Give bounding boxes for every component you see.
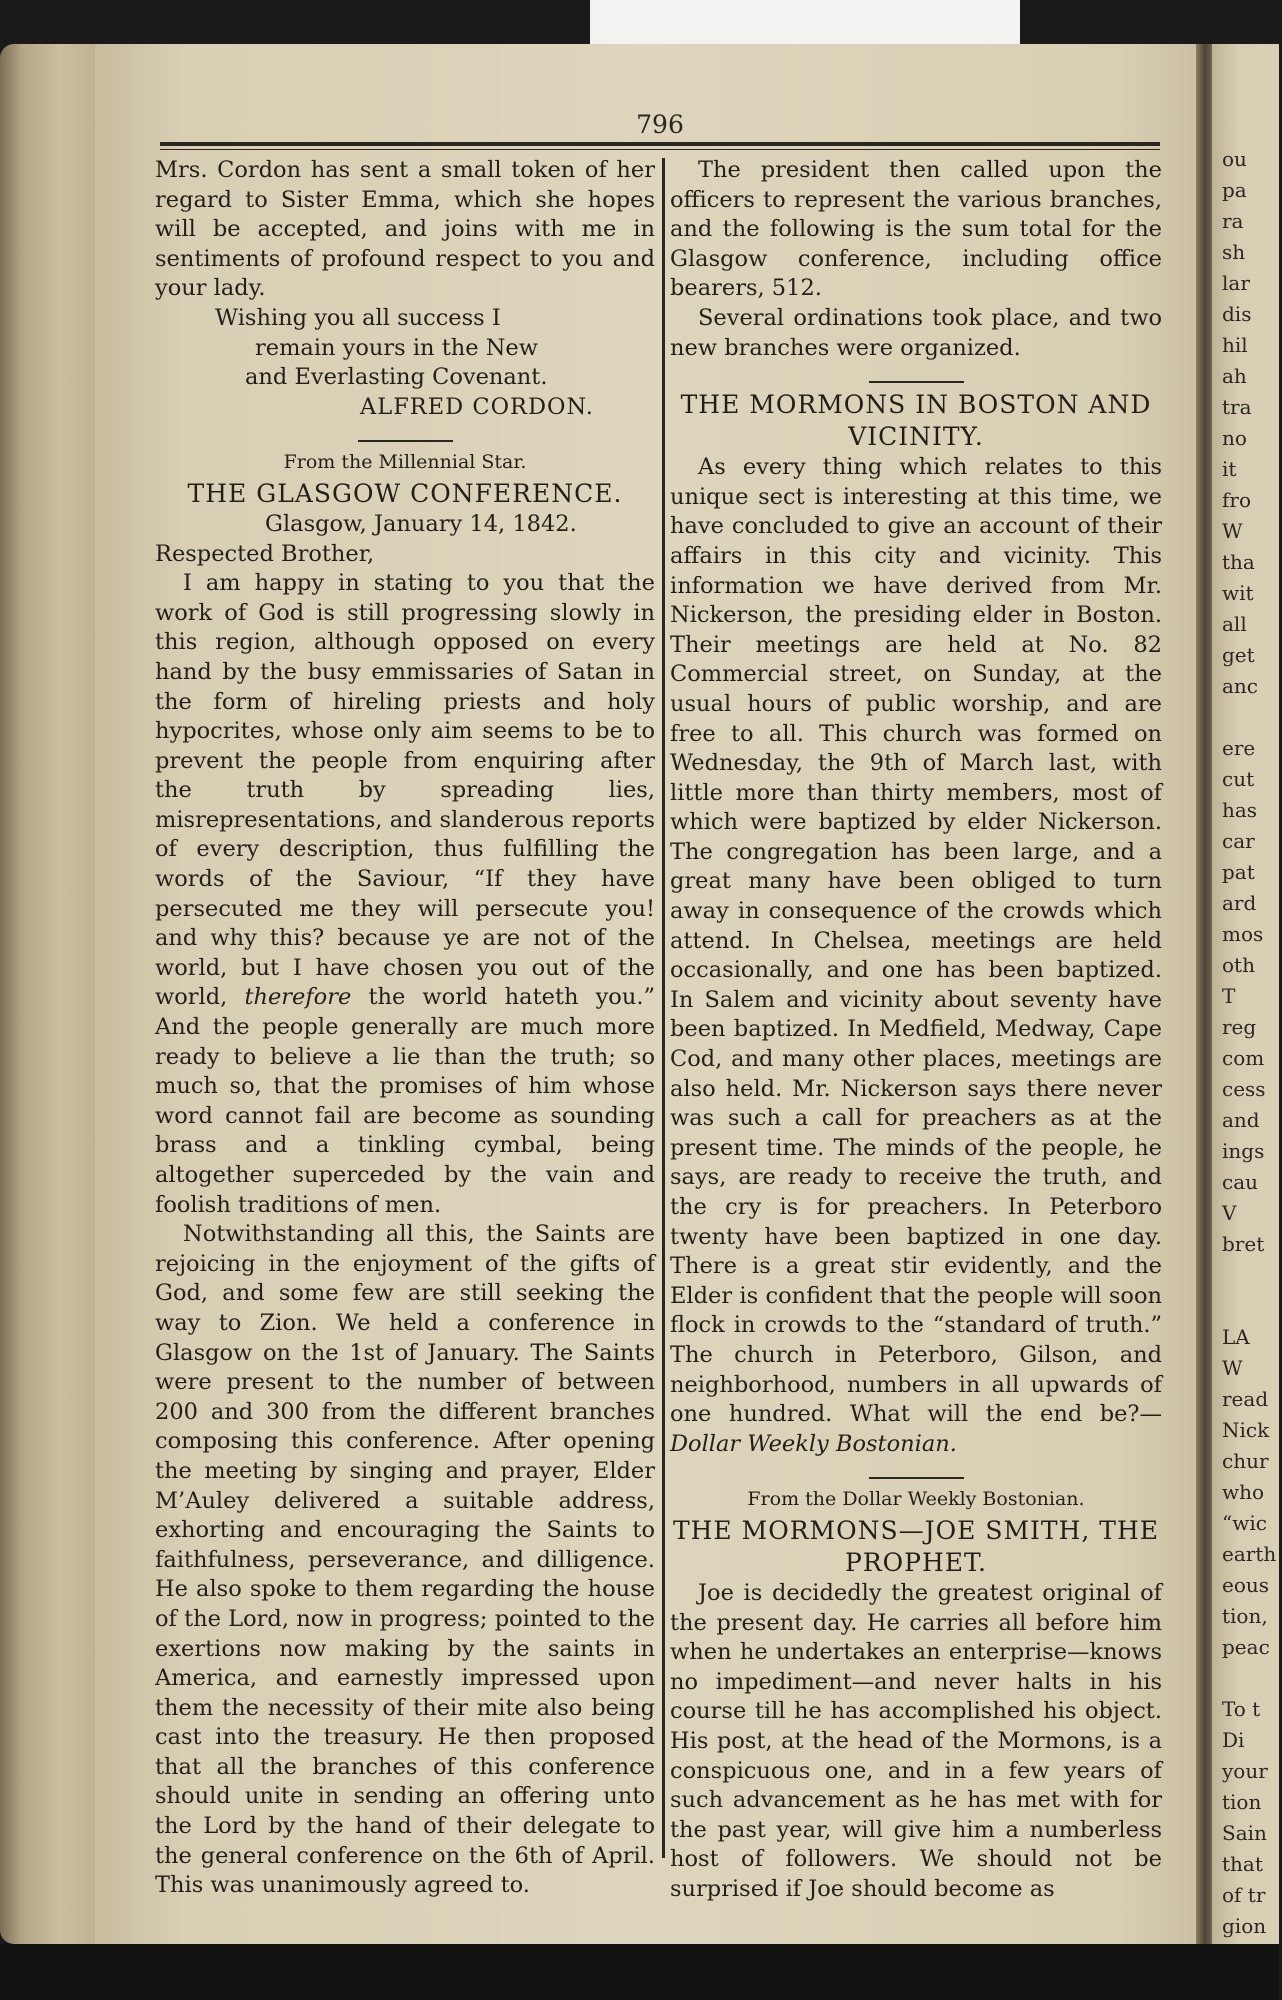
letter-continuation: Mrs. Cordon has sent a small token of her regard to Sister Emma, which she hopes will be accepted, and joins with me in sentiments of profound respect to you and your lady. xyxy=(155,157,655,302)
facing-page-text-fragments: ou pa ra sh lar dis hil ah tra no it fro W tha wit all get anc ere cut has car pat ard mos oth T reg com cess and ings cau V bret LA W read Nick chur who “wic earth eous tion, peac To t Di your tion Sain that of tr gion xyxy=(1222,147,1277,1938)
italic-word: therefore xyxy=(244,984,352,1011)
page-number: 796 xyxy=(636,110,684,139)
facing-page xyxy=(1212,44,1279,1944)
paragraph-text: As every thing which relates to this unique sect is interesting at this time, we have concluded to give an account of their affairs in this city and vicinity. This information we have derived from Mr. Nickerson, the presiding elder in Boston. Their meetings are held at No. 82 Commercial street, on Sunday, at the usual hours of public worship, and are free to all. This church was formed on Wednesday, the 9th of March last, with little more than thirty members, most of which were baptized by elder Nickerson. The congregation has been large, and a great many have been obliged to turn away in consequence of the crowds which attend. In Chelsea, meetings are held occasionally, and one has been baptized. In Salem and vicinity about seventy have been baptized. In Medfield, Medway, Cape Cod, and many other places, meetings are also held. Mr. Nickerson says there never was such a call for preachers as at the present time. The minds of the people, he says, are ready to receive the truth, and the cry is for preachers. In Peterboro twenty have been baptized in one day. There is a great stir evidently, and the Elder is confident that the people will soon flock in crowds to the “standard of truth.” The church in Peterboro, Gilson, and neighborhood, numbers in all upwards of one hundred. What will the end be?— xyxy=(670,454,1162,1428)
section-separator xyxy=(358,440,453,442)
article-paragraph-continuation: The president then called upon the officers to represent the various branches, and the following is the sum total for the Glasgow conference, including office bearers, 512. xyxy=(670,157,1162,302)
article-title: THE GLASGOW CONFERENCE. xyxy=(187,478,623,508)
left-column xyxy=(155,156,655,1901)
header-rule-thin xyxy=(160,149,1160,150)
column-divider xyxy=(662,158,665,1858)
section-separator xyxy=(869,381,964,383)
letter-signature: ALFRED CORDON. xyxy=(360,393,594,420)
article-source: From the Millennial Star. xyxy=(283,451,527,474)
page-stack-edge xyxy=(0,44,110,1944)
header-rule xyxy=(160,142,1160,146)
paragraph-text: I am happy in stating to you that the work of God is still progressing slowly in this region, although opposed on every hand by the busy emmissaries of Satan in the form of hireling priests and holy hypocrites, whose only aim seems to be to prevent the people from enquiring after the truth by spreading lies, misrepresentations, and slanderous reports of every description, thus fulfilling the words of the Saviour, “If they have persecuted me they will persecute you! and why this? because ye are not of the world, but I have chosen you out of the world, xyxy=(155,570,655,1011)
letter-closing-line-2: remain yours in the New xyxy=(255,334,538,361)
paragraph-text: the world hateth you.” And the people generally are much more ready to believe a lie than the truth; so much so, that the promises of him whose word cannot fail are become as sounding brass and a tinkling cymbal, being altogether superceded by the vain and foolish traditions of men. xyxy=(155,984,655,1218)
article-dateline: Glasgow, January 14, 1842. xyxy=(265,510,577,537)
article-source: From the Dollar Weekly Bostonian. xyxy=(747,1488,1085,1511)
letter-salutation: Respected Brother, xyxy=(155,540,375,567)
right-column xyxy=(670,156,1162,1904)
article-title: THE MORMONS—JOE SMITH, THE PROPHET. xyxy=(672,1515,1160,1577)
scan-background-paper xyxy=(590,0,1020,46)
section-separator xyxy=(869,1477,964,1479)
article-body xyxy=(670,453,1162,1459)
article-title: THE MORMONS IN BOSTON AND VICINITY. xyxy=(680,390,1152,452)
article-credit: Dollar Weekly Bostonian. xyxy=(670,1430,957,1457)
letter-closing-line-1: Wishing you all success I xyxy=(215,304,501,331)
article-paragraph-1 xyxy=(155,569,655,1220)
article-paragraph-ordinations: Several ordinations took place, and two new branches were organized. xyxy=(670,304,1162,361)
article-paragraph-2: Notwithstanding all this, the Saints are rejoicing in the enjoyment of the gifts of God, and some few are still seeking the way to Zion. We held a conference in Glasgow on the 1st of January. The Saints were present to the number of between 200 and 300 from the different branches composing this conference. After opening the meeting by singing and prayer, Elder M’Auley delivered a suitable address, exhorting and encouraging the Saints to faithfulness, perseverance, and dilligence. He also spoke to them regarding the house of the Lord, now in progress; pointed to the exertions now making by the saints in America, and earnestly impressed upon them the necessity of their mite also being cast into the treasury. He then proposed that all the branches of this conference should unite in sending an offering unto the Lord by the hand of their delegate to the general conference on the 6th of April. This was unanimously agreed to. xyxy=(155,1221,655,1899)
letter-closing-line-3: and Everlasting Covenant. xyxy=(245,364,548,391)
article-body: Joe is decidedly the greatest original of the present day. He carries all before him when he undertakes an enterprise—knows no impediment—and never halts in his course till he has accomplished his object. His post, at the head of the Mormons, is a conspicuous one, and in a few years of such advancement as he has met with for the past year, will give him a numberless host of followers. We should not be surprised if Joe should become as xyxy=(670,1579,1162,1902)
scan-bottom-border xyxy=(0,1944,1279,2000)
